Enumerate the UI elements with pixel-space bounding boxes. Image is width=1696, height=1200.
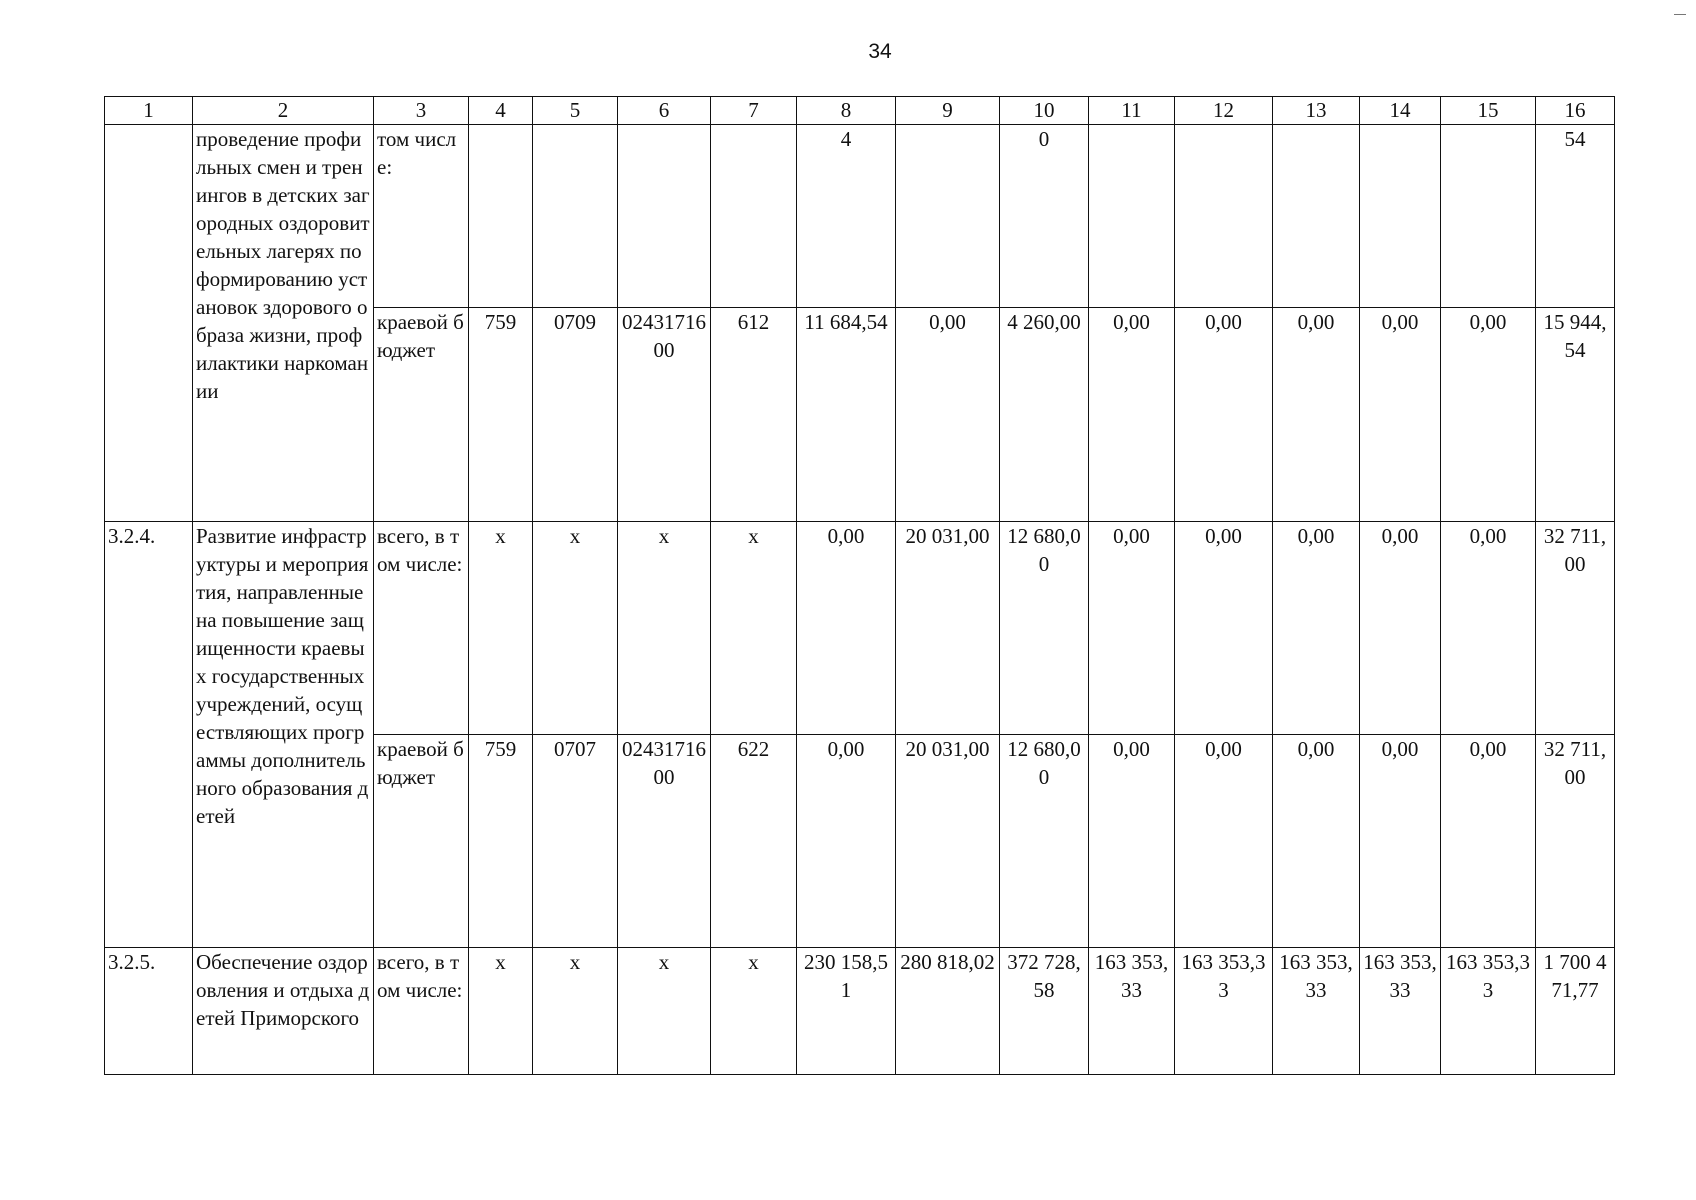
cell-col5: 0709	[533, 308, 618, 522]
cell-col9: 0,00	[896, 308, 1000, 522]
cell-col11: 0,00	[1089, 308, 1175, 522]
cell-col10: 0	[1000, 125, 1089, 308]
col-header-16: 16	[1536, 97, 1615, 125]
cell-col12: 0,00	[1175, 735, 1273, 948]
cell-col14	[1360, 125, 1441, 308]
col-header-8: 8	[797, 97, 896, 125]
cell-col8: 4	[797, 125, 896, 308]
cell-col15: 163 353,33	[1441, 948, 1536, 1075]
cell-col13: 0,00	[1273, 522, 1360, 735]
cell-col9: 20 031,00	[896, 522, 1000, 735]
cell-col15: 0,00	[1441, 308, 1536, 522]
cell-col15	[1441, 125, 1536, 308]
cell-col16: 1 700 471,77	[1536, 948, 1615, 1075]
cell-col12: 0,00	[1175, 522, 1273, 735]
cell-col6: x	[618, 948, 711, 1075]
col-header-3: 3	[374, 97, 469, 125]
col-header-2: 2	[193, 97, 374, 125]
cell-col4: 759	[469, 735, 533, 948]
funding-source: всего, в том числе:	[374, 948, 469, 1075]
cell-col10: 372 728,58	[1000, 948, 1089, 1075]
cell-col11: 163 353,33	[1089, 948, 1175, 1075]
cell-col9	[896, 125, 1000, 308]
cell-col5: x	[533, 948, 618, 1075]
cell-col13: 0,00	[1273, 735, 1360, 948]
cell-col5: x	[533, 522, 618, 735]
cell-col13	[1273, 125, 1360, 308]
item-code	[105, 125, 193, 522]
item-code: 3.2.5.	[105, 948, 193, 1075]
cell-col12: 163 353,33	[1175, 948, 1273, 1075]
cell-col12	[1175, 125, 1273, 308]
cell-col14: 0,00	[1360, 522, 1441, 735]
col-header-15: 15	[1441, 97, 1536, 125]
table-row	[105, 125, 1615, 308]
cell-col7	[711, 125, 797, 308]
col-header-13: 13	[1273, 97, 1360, 125]
cell-col15: 0,00	[1441, 522, 1536, 735]
col-header-1: 1	[105, 97, 193, 125]
col-header-6: 6	[618, 97, 711, 125]
cell-col9: 280 818,02	[896, 948, 1000, 1075]
header-row	[105, 97, 1615, 125]
cell-col6: x	[618, 522, 711, 735]
table-row	[105, 522, 1615, 735]
cell-col8: 11 684,54	[797, 308, 896, 522]
col-header-4: 4	[469, 97, 533, 125]
cell-col4	[469, 125, 533, 308]
cell-col4: x	[469, 522, 533, 735]
cell-col6: 0243171600	[618, 735, 711, 948]
table-row	[105, 948, 1615, 1075]
col-header-7: 7	[711, 97, 797, 125]
funding-source: краевой бюджет	[374, 308, 469, 522]
cell-col6	[618, 125, 711, 308]
col-header-11: 11	[1089, 97, 1175, 125]
page-number: 34	[868, 40, 892, 63]
cell-col14: 163 353,33	[1360, 948, 1441, 1075]
cell-col8: 0,00	[797, 522, 896, 735]
cell-col10: 12 680,00	[1000, 735, 1089, 948]
cell-col4: x	[469, 948, 533, 1075]
cell-col12: 0,00	[1175, 308, 1273, 522]
cell-col7: x	[711, 522, 797, 735]
funding-source: том числе:	[374, 125, 469, 308]
cell-col14: 0,00	[1360, 735, 1441, 948]
item-code: 3.2.4.	[105, 522, 193, 948]
cell-col7: 622	[711, 735, 797, 948]
col-header-10: 10	[1000, 97, 1089, 125]
item-name: Обеспечение оздоровления и отдыха детей Приморского	[193, 948, 374, 1075]
cell-col16: 32 711,00	[1536, 522, 1615, 735]
cell-col5: 0707	[533, 735, 618, 948]
cell-col14: 0,00	[1360, 308, 1441, 522]
cell-col10: 4 260,00	[1000, 308, 1089, 522]
cell-col10: 12 680,00	[1000, 522, 1089, 735]
cell-col16: 32 711,00	[1536, 735, 1615, 948]
funding-source: краевой бюджет	[374, 735, 469, 948]
cell-col8: 230 158,51	[797, 948, 896, 1075]
cell-col11	[1089, 125, 1175, 308]
budget-table	[104, 96, 1615, 1075]
cell-col13: 163 353,33	[1273, 948, 1360, 1075]
item-name: проведение профильных смен и тренингов в детских загородных оздоровительных лагерях по формированию установок здорового образа жизни, профилактики наркомании	[193, 125, 374, 522]
cell-col13: 0,00	[1273, 308, 1360, 522]
cell-col6: 0243171600	[618, 308, 711, 522]
cell-col15: 0,00	[1441, 735, 1536, 948]
cell-col7: 612	[711, 308, 797, 522]
cell-col11: 0,00	[1089, 522, 1175, 735]
cell-col16: 15 944,54	[1536, 308, 1615, 522]
col-header-14: 14	[1360, 97, 1441, 125]
cell-col7: x	[711, 948, 797, 1075]
cell-col8: 0,00	[797, 735, 896, 948]
cell-col4: 759	[469, 308, 533, 522]
scan-corner-mark	[1674, 14, 1686, 15]
cell-col16: 54	[1536, 125, 1615, 308]
col-header-9: 9	[896, 97, 1000, 125]
funding-source: всего, в том числе:	[374, 522, 469, 735]
cell-col11: 0,00	[1089, 735, 1175, 948]
item-name: Развитие инфраструктуры и мероприятия, направленные на повышение защищенности краевых государственных учреждений, осуществляющих программы дополнительного образования детей	[193, 522, 374, 948]
cell-col5	[533, 125, 618, 308]
cell-col9: 20 031,00	[896, 735, 1000, 948]
col-header-12: 12	[1175, 97, 1273, 125]
col-header-5: 5	[533, 97, 618, 125]
